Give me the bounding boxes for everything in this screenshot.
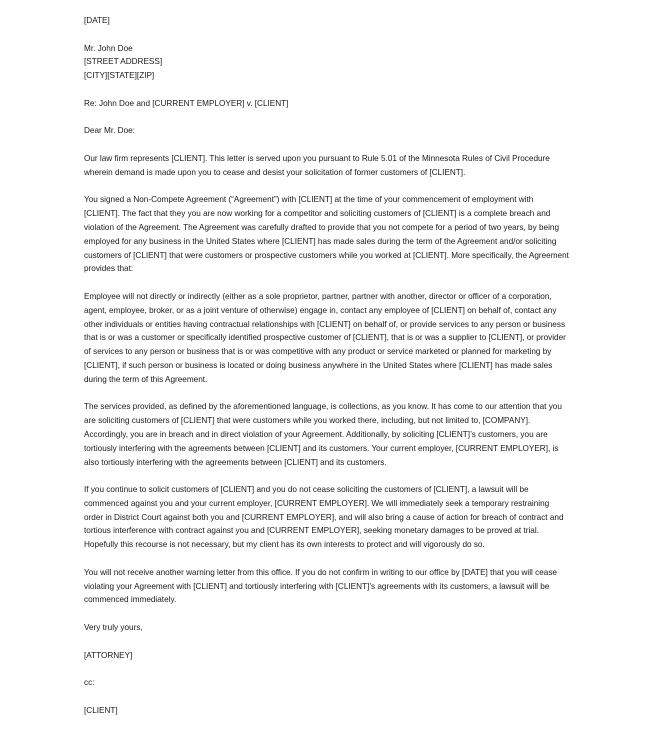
paragraph-line: also tortiously interfering with the agreements between [CLIENT] and its customers. xyxy=(84,457,387,467)
paragraph-line: agent, employee, broker, or as a joint venture of otherwise) engage in, contact any employee of [CLIENT] on behalf of, contact any xyxy=(84,305,557,315)
body-paragraph xyxy=(84,400,562,469)
paragraph-line: Hopefully this recourse is not necessary, but my client has its own interests to protect and will vigorously do so. xyxy=(84,540,485,550)
paragraph-line: tortiously interfering with the agreements between [CLIENT] and its customers. Your current employer, [CURRENT EMPLOYER], is xyxy=(84,443,559,453)
body-paragraph xyxy=(84,152,562,180)
paragraph-line: [CLIENT]. The fact that they you are now working for a competitor and soliciting customers of [CLIENT] is a complete breach and xyxy=(84,209,551,219)
paragraph-line: customers of [CLIENT] that were customers or prospective customers while you worked at [CLIENT]. More specifically, the Agreement xyxy=(84,250,569,260)
signature: [ATTORNEY] xyxy=(84,650,133,660)
paragraph-line: during the term of this Agreement. xyxy=(84,374,208,384)
re-line: Re: John Doe and [CURRENT EMPLOYER] v. [CLIENT] xyxy=(84,98,289,108)
salutation: Dear Mr. Doe: xyxy=(84,126,135,136)
paragraph-line: Our law firm represents [CLIENT]. This letter is served upon you pursuant to Rule 5.01 of the Minnesota Rules of Civil Procedure xyxy=(84,153,550,163)
paragraph-line: commenced immediately. xyxy=(84,595,177,605)
cc-recipient: [CLIENT] xyxy=(84,705,118,715)
paragraph-line: violation of the Agreement. The Agreement was carefully drafted to provide that you not compete for a period of two years, by being xyxy=(84,222,559,232)
paragraph-line: wherein demand is made upon you to cease and desist your solicitation of former customers of [CLIENT]. xyxy=(84,167,466,177)
letter-body xyxy=(84,14,569,718)
paragraph-line: If you continue to solicit customers of [CLIENT] and you do not cease soliciting the customers of [CLIENT], a lawsuit will be xyxy=(84,485,529,495)
body-paragraph xyxy=(84,193,569,276)
closing: Very truly yours, xyxy=(84,623,143,633)
paragraph-line: tortious interference with contract against you and [CURRENT EMPLOYER], seeking monetary damages to be proved at trial. xyxy=(84,526,539,536)
paragraph-line: are soliciting customers of [CLIENT] that were customers while you worked there, including, but not limited to, [COMPANY]. xyxy=(84,416,531,426)
body-paragraph xyxy=(84,566,562,607)
paragraph-line: [CLIENT], if such person or business is located or doing business anywhere in the United States where [CLIENT] has made sales xyxy=(84,360,553,370)
paragraph-line: employed for any business in the United States where [CLIENT] has made sales during the term of the Agreement and/or soliciting xyxy=(84,236,557,246)
paragraph-line: order in District Court against both you and [CURRENT EMPLOYER], and will also bring a cause of action for breach of contract and xyxy=(84,512,564,522)
cc-label: cc: xyxy=(84,678,95,688)
recipient-name: Mr. John Doe xyxy=(84,43,133,53)
recipient-address xyxy=(84,42,562,83)
paragraph-line: You will not receive another warning letter from this office. If you do not confirm in writing to our office by [DATE] that you will cease xyxy=(84,567,557,577)
paragraph-line: The services provided, as defined by the aforementioned language, is collections, as you know. It has come to our attention that you xyxy=(84,402,562,412)
letter-date: [DATE] xyxy=(84,16,110,25)
body-paragraph xyxy=(84,290,566,387)
paragraph-line: violating your Agreement with [CLIENT] and tortiously interfering with [CLIENT]’s agreements with its customers, a lawsuit will be xyxy=(84,581,550,591)
letter-paragraphs xyxy=(84,152,569,621)
paragraph-line: You signed a Non-Compete Agreement (“Agreement”) with [CLIENT] at the time of your commencement of employment with xyxy=(84,195,534,205)
recipient-city: [CITY][STATE][ZIP] xyxy=(84,71,155,81)
paragraph-line: of services to any person or business that is or was competitive with any product or service marketed or planned for marketing by xyxy=(84,347,552,357)
paragraph-line: commenced against you and your current employer, [CURRENT EMPLOYER]. We will immediately seek a temporary restraining xyxy=(84,498,550,508)
paragraph-line: provides that: xyxy=(84,264,134,274)
paragraph-line: Employee will not directly or indirectly (either as a sole proprietor, partner, partner with another, director or officer of a corporation, xyxy=(84,291,552,301)
body-paragraph xyxy=(84,483,562,552)
paragraph-line: that is or was a customer or specifically identified prospective customer of [CLIENT], that is or was a supplier to [CLIENT], or provider xyxy=(84,333,566,343)
recipient-street: [STREET ADDRESS] xyxy=(84,57,163,67)
paragraph-line: other individuals or entities having contractual relationships with [CLIENT] on behalf of, or provide services to any person or business xyxy=(84,319,566,329)
paragraph-line: Accordingly, you are in breach and in direct violation of your Agreement. Additionally, by soliciting [CLIENT]’s customers, you are xyxy=(84,429,548,439)
